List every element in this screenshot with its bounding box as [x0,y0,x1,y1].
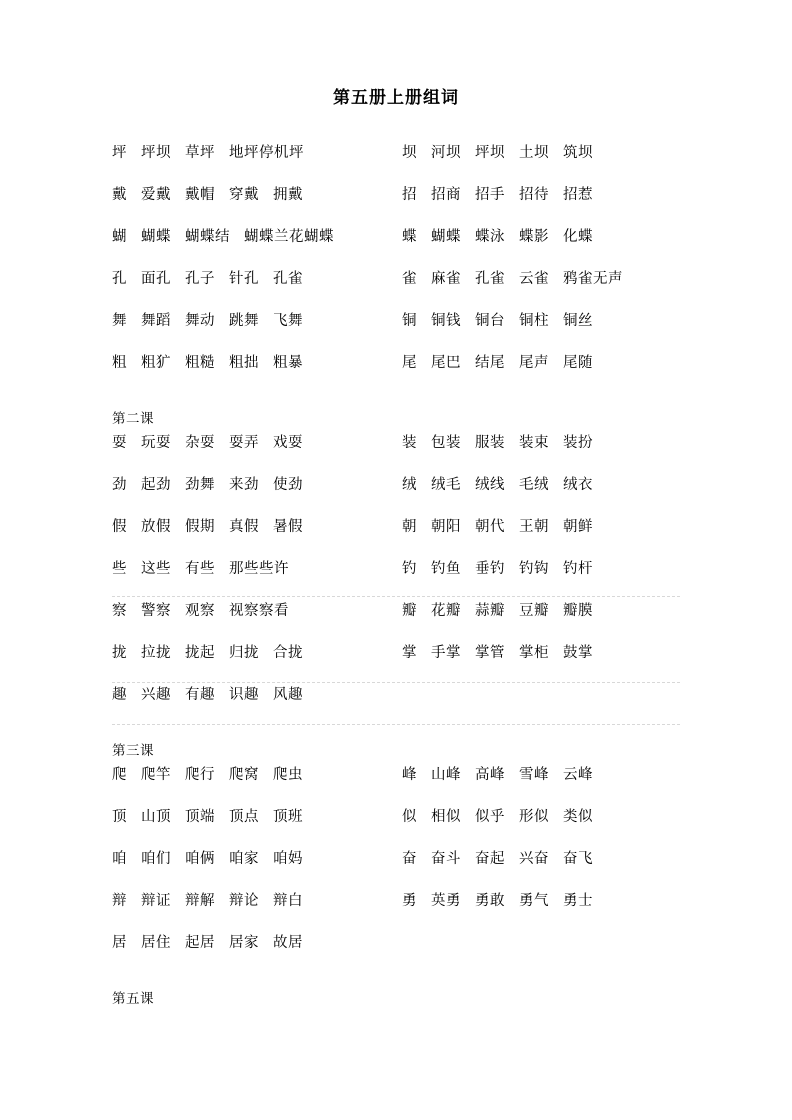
word: 掌 [402,645,417,662]
word: 铜钱 [431,313,461,330]
word: 尾 [402,355,417,372]
word-group-right [382,604,680,619]
word: 朝代 [475,519,505,536]
word: 朝阳 [431,519,461,536]
word: 劲 [112,477,127,494]
word: 钓鱼 [431,561,461,578]
word: 勇气 [519,893,549,910]
word: 瓣 [402,603,417,620]
word-group-left [112,810,382,825]
word: 放假 [141,519,171,536]
word: 铜台 [475,313,505,330]
word: 舞动 [185,313,215,330]
word-group-left [112,768,382,783]
word: 蝴蝶兰花蝴蝶 [244,229,334,246]
word: 似 [402,809,417,826]
word: 拢起 [185,645,215,662]
word: 顶端 [185,809,215,826]
word: 粗犷 [141,355,171,372]
word: 归拢 [229,645,259,662]
word: 孔子 [185,271,215,288]
word: 勇敢 [475,893,505,910]
word: 云雀 [519,271,549,288]
word-group-left [112,688,382,703]
word-row [112,894,680,936]
word: 高峰 [475,767,505,784]
word: 粗拙 [229,355,259,372]
word: 这些 [141,561,171,578]
word: 蝴 [112,229,127,246]
word: 鸦雀无声 [563,271,623,288]
word-group-right [382,646,680,661]
word-group-left [112,520,382,535]
word: 筑坝 [563,145,593,162]
word-group-right [382,356,680,371]
word-row [112,314,680,356]
word-group-left [112,314,382,329]
word: 奋斗 [431,851,461,868]
word: 孔雀 [273,271,303,288]
section-label: 第二课 [112,411,154,428]
word: 王朝 [519,519,549,536]
word: 招商 [431,187,461,204]
word: 形似 [519,809,549,826]
word-row [112,230,680,272]
word: 真假 [229,519,259,536]
word: 咱们 [141,851,171,868]
word: 辩解 [185,893,215,910]
word: 耍弄 [229,435,259,452]
word: 有些 [185,561,215,578]
word-group-right [382,562,680,577]
word-row [112,188,680,230]
word-group-right [382,314,680,329]
word-row [112,478,680,520]
word: 咱 [112,851,127,868]
word: 服装 [475,435,505,452]
word: 戴 [112,187,127,204]
word: 孔 [112,271,127,288]
word: 花瓣 [431,603,461,620]
word: 孔雀 [475,271,505,288]
word: 土坝 [519,145,549,162]
word: 蝴蝶 [141,229,171,246]
word-group-right [382,436,680,451]
word: 包装 [431,435,461,452]
word-group-right [382,230,680,245]
word: 耍 [112,435,127,452]
word: 爬行 [185,767,215,784]
word: 朝鲜 [563,519,593,536]
word: 视察察看 [229,603,289,620]
word-group-left [112,356,382,371]
word: 拥戴 [273,187,303,204]
word-group-right [382,852,680,867]
word: 辩白 [273,893,303,910]
word: 戏耍 [273,435,303,452]
word: 粗 [112,355,127,372]
word: 些 [112,561,127,578]
word: 山顶 [141,809,171,826]
word: 爬窝 [229,767,259,784]
word-group-left [112,272,382,287]
word: 雀 [402,271,417,288]
word: 尾声 [519,355,549,372]
word: 地坪停机坪 [229,145,304,162]
word: 咱家 [229,851,259,868]
word: 顶 [112,809,127,826]
word-group-left [112,478,382,493]
word: 钓杆 [563,561,593,578]
word-row [112,852,680,894]
word: 结尾 [475,355,505,372]
word: 坝 [402,145,417,162]
word-row [112,604,680,646]
word: 顶点 [229,809,259,826]
word: 坪坝 [141,145,171,162]
word: 兴趣 [141,687,171,704]
word-group-right [382,768,680,783]
word: 钓 [402,561,417,578]
word: 居 [112,935,127,952]
word: 警察 [141,603,171,620]
word-row [112,936,680,978]
word-row [112,436,680,478]
document-content [112,146,680,1016]
word: 勇 [402,893,417,910]
word-group-right [382,810,680,825]
word-group-left [112,936,382,951]
word-group-left [112,852,382,867]
page-separator [112,682,680,683]
word: 尾巴 [431,355,461,372]
word: 趣 [112,687,127,704]
word-row [112,768,680,810]
word: 类似 [563,809,593,826]
word: 山峰 [431,767,461,784]
word-group-left [112,604,382,619]
word-group-left [112,894,382,909]
word-group-right [382,146,680,161]
word: 毛绒 [519,477,549,494]
word-row [112,146,680,188]
word: 蝴蝶结 [185,229,230,246]
section-label: 第三课 [112,743,154,760]
word: 使劲 [273,477,303,494]
word: 蝶影 [519,229,549,246]
word: 铜 [402,313,417,330]
word: 尾随 [563,355,593,372]
word: 起劲 [141,477,171,494]
word: 招 [402,187,417,204]
word: 招待 [519,187,549,204]
word: 观察 [185,603,215,620]
word-row [112,520,680,562]
word: 兴奋 [519,851,549,868]
word-group-left [112,646,382,661]
word: 跳舞 [229,313,259,330]
word: 化蝶 [563,229,593,246]
word: 奋起 [475,851,505,868]
word-row [112,810,680,852]
word: 爱戴 [141,187,171,204]
word: 粗糙 [185,355,215,372]
word: 来劲 [229,477,259,494]
word: 居住 [141,935,171,952]
word: 装扮 [563,435,593,452]
word: 穿戴 [229,187,259,204]
word: 雪峰 [519,767,549,784]
word: 杂耍 [185,435,215,452]
word: 粗暴 [273,355,303,372]
word: 蝶 [402,229,417,246]
word: 鼓掌 [563,645,593,662]
page-separator [112,596,680,597]
word: 那些些许 [229,561,289,578]
word: 察 [112,603,127,620]
word: 辩 [112,893,127,910]
word-group-right [382,478,680,493]
word: 咱俩 [185,851,215,868]
word: 奋 [402,851,417,868]
word: 瓣膜 [563,603,593,620]
word: 拉拢 [141,645,171,662]
word: 识趣 [229,687,259,704]
word: 豆瓣 [519,603,549,620]
page-separator [112,724,680,725]
word-row [112,562,680,604]
word: 有趣 [185,687,215,704]
word: 假期 [185,519,215,536]
word: 风趣 [273,687,303,704]
word: 河坝 [431,145,461,162]
word: 针孔 [229,271,259,288]
word: 爬 [112,767,127,784]
word: 蝴蝶 [431,229,461,246]
word: 爬竿 [141,767,171,784]
word-group-left [112,188,382,203]
word: 爬虫 [273,767,303,784]
word: 绒 [402,477,417,494]
word-group-left [112,562,382,577]
word: 铜柱 [519,313,549,330]
word: 咱妈 [273,851,303,868]
word: 手掌 [431,645,461,662]
word: 掌柜 [519,645,549,662]
word: 垂钓 [475,561,505,578]
word-group-left [112,146,382,161]
word: 朝 [402,519,417,536]
word: 蒜瓣 [475,603,505,620]
word: 绒衣 [563,477,593,494]
word: 装束 [519,435,549,452]
word: 云峰 [563,767,593,784]
word: 故居 [273,935,303,952]
word: 拢 [112,645,127,662]
word: 坪 [112,145,127,162]
word-row [112,272,680,314]
word: 英勇 [431,893,461,910]
word: 辩论 [229,893,259,910]
word: 舞蹈 [141,313,171,330]
word: 合拢 [273,645,303,662]
word: 似乎 [475,809,505,826]
word: 铜丝 [563,313,593,330]
word: 坪坝 [475,145,505,162]
word: 勇士 [563,893,593,910]
word: 绒毛 [431,477,461,494]
word: 居家 [229,935,259,952]
word: 暑假 [273,519,303,536]
word-group-left [112,436,382,451]
word-group-right [382,520,680,535]
word-group-right [382,188,680,203]
word: 起居 [185,935,215,952]
word: 招惹 [563,187,593,204]
word: 飞舞 [273,313,303,330]
word: 绒线 [475,477,505,494]
word-group-right [382,272,680,287]
word: 劲舞 [185,477,215,494]
word: 舞 [112,313,127,330]
word: 相似 [431,809,461,826]
word: 面孔 [141,271,171,288]
word: 辩证 [141,893,171,910]
section-label: 第五课 [112,991,154,1008]
word: 招手 [475,187,505,204]
word: 蝶泳 [475,229,505,246]
word: 顶班 [273,809,303,826]
word: 麻雀 [431,271,461,288]
word-group-left [112,230,382,245]
word: 玩耍 [141,435,171,452]
word: 奋飞 [563,851,593,868]
word-group-right [382,894,680,909]
word: 掌管 [475,645,505,662]
word: 装 [402,435,417,452]
word: 峰 [402,767,417,784]
word: 假 [112,519,127,536]
word: 草坪 [185,145,215,162]
word: 戴帽 [185,187,215,204]
word: 钓钩 [519,561,549,578]
page-title: 第五册上册组词 [333,88,459,108]
word-row [112,356,680,398]
